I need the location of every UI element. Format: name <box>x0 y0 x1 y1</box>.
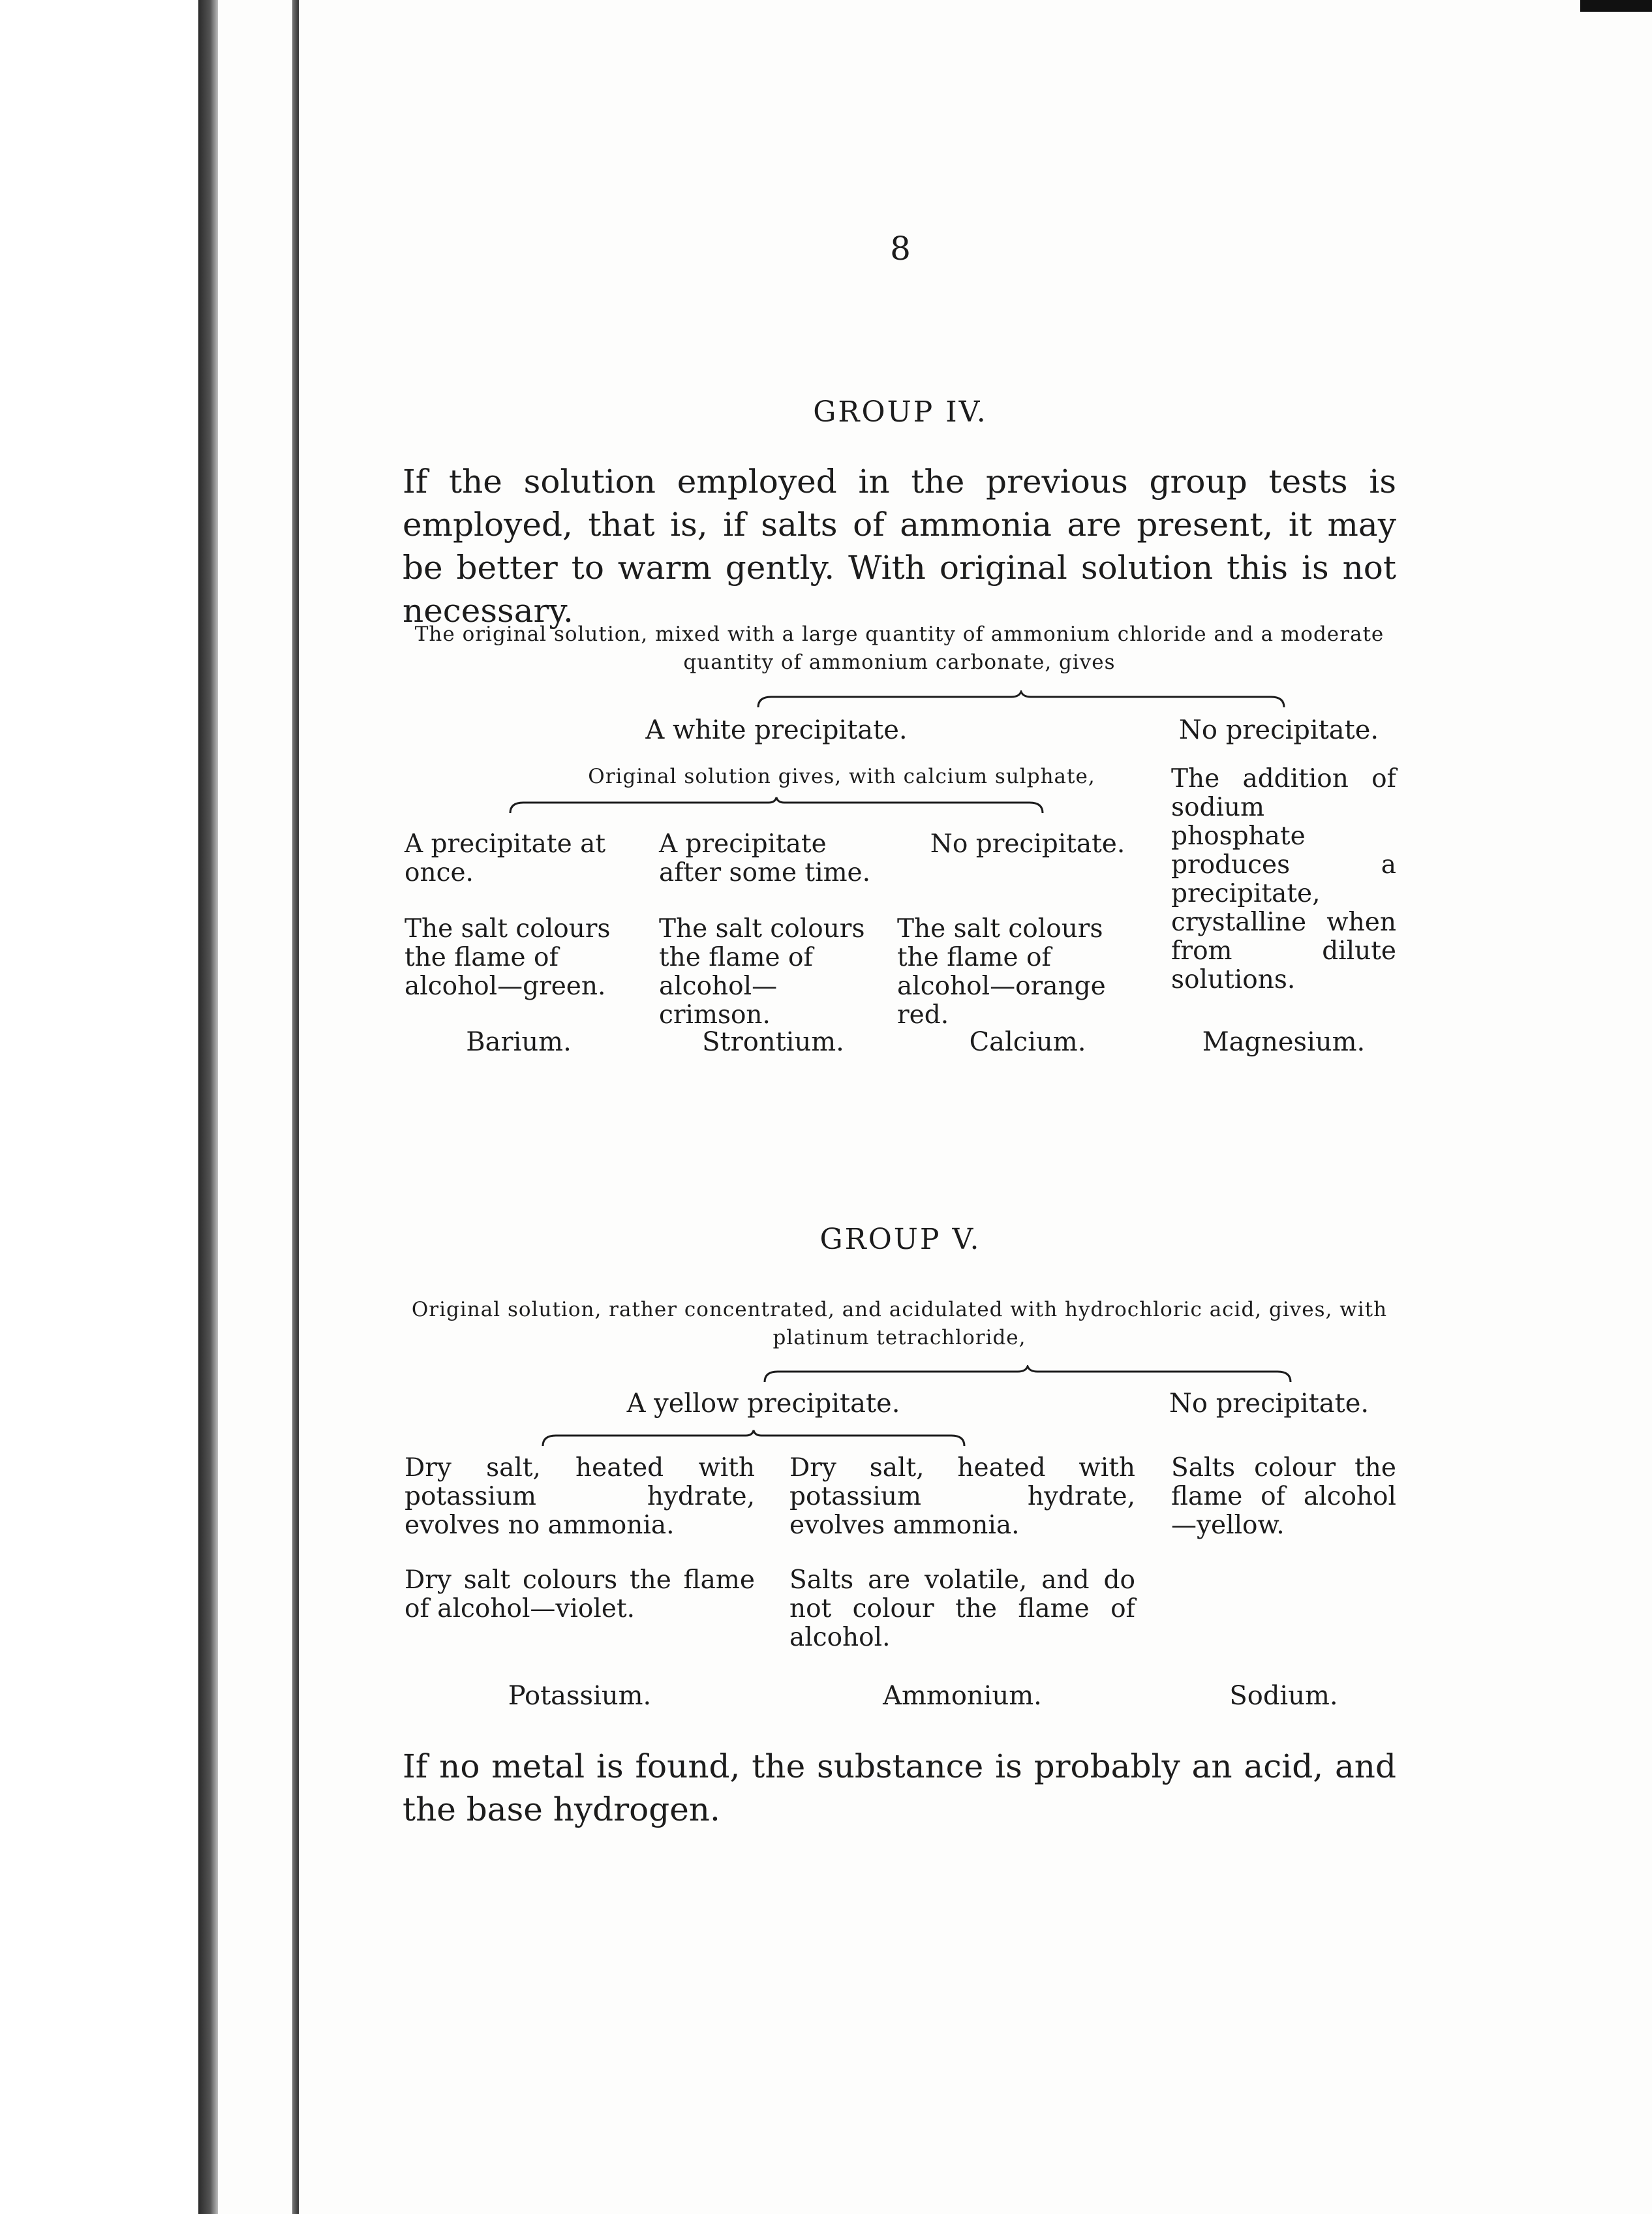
scan-corner-shadow <box>1580 0 1652 12</box>
col2-result: A precipitate after some time. <box>659 829 871 887</box>
group-iv-heading: GROUP IV. <box>813 395 988 429</box>
page-binding-edge <box>198 0 218 2214</box>
g5-col3-test: Salts colour the flame of alcohol—yellow. <box>1171 1453 1396 1540</box>
group-v-brace-top <box>763 1365 1292 1385</box>
group-iv-intro: If the solution employed in the previous group tests is employed, that is, if salts of ammonia are present, it may be better to warm gently. With original solution this is not necessary. <box>403 463 1396 630</box>
col1-flame: The salt colours the flame of alcohol—green. <box>405 914 611 1001</box>
group-iv-reagent-line-2: quantity of ammonium carbonate, gives <box>683 651 1116 674</box>
white-precipitate-label: A white precipitate. <box>645 715 908 745</box>
group-v-brace-sub <box>542 1429 966 1449</box>
metal-ammonium: Ammonium. <box>883 1681 1042 1711</box>
metal-magnesium: Magnesium. <box>1202 1027 1366 1057</box>
metal-strontium: Strontium. <box>702 1027 844 1057</box>
group-v-heading: GROUP V. <box>819 1223 981 1256</box>
metal-calcium: Calcium. <box>969 1027 1086 1057</box>
page-number: 8 <box>890 230 911 268</box>
g5-col2-test: Dry salt, heated with potassium hydrate, evolves ammonia. <box>789 1453 1135 1540</box>
metal-sodium: Sodium. <box>1229 1681 1338 1711</box>
col2-flame: The salt colours the flame of alcohol—crimson. <box>659 914 865 1030</box>
calcium-sulphate-line: Original solution gives, with calcium sulphate, <box>588 765 1095 788</box>
group-iv-reagent-line-1: The original solution, mixed with a large quantity of ammonium chloride and a moderate <box>414 623 1384 646</box>
metal-potassium: Potassium. <box>508 1681 652 1711</box>
group-v-no-precipitate-label: No precipitate. <box>1169 1389 1369 1419</box>
col1-result: A precipitate at once. <box>405 829 606 887</box>
col3-result: No precipitate. <box>930 829 1125 859</box>
col4-result: The addition of sodium phosphate produces a precipitate, crystalline when from dilute solutions. <box>1171 764 1396 994</box>
col3-flame: The salt colours the flame of alcohol—orange red. <box>897 914 1106 1030</box>
yellow-precipitate-label: A yellow precipitate. <box>626 1389 900 1419</box>
g5-col1-test: Dry salt, heated with potassium hydrate, evolves no ammonia. <box>405 1453 755 1540</box>
group-v-reagent-line-2: platinum tetrachloride, <box>772 1326 1026 1349</box>
page-gutter-line <box>292 0 299 2214</box>
group-v-reagent-line-1: Original solution, rather concentrated, and acidulated with hydrochloric acid, gives, with <box>411 1298 1388 1321</box>
g5-col1-flame: Dry salt colours the flame of alcohol—violet. <box>405 1565 755 1623</box>
group-iv-brace-top <box>757 690 1285 710</box>
closing-paragraph: If no metal is found, the substance is probably an acid, and the base hydrogen. <box>403 1747 1396 1828</box>
g5-col2-flame: Salts are volatile, and do not colour the flame of alcohol. <box>789 1565 1135 1652</box>
metal-barium: Barium. <box>466 1027 572 1057</box>
no-precipitate-label: No precipitate. <box>1178 715 1379 745</box>
group-iv-brace-sub <box>509 796 1044 816</box>
book-page <box>215 0 1652 2214</box>
